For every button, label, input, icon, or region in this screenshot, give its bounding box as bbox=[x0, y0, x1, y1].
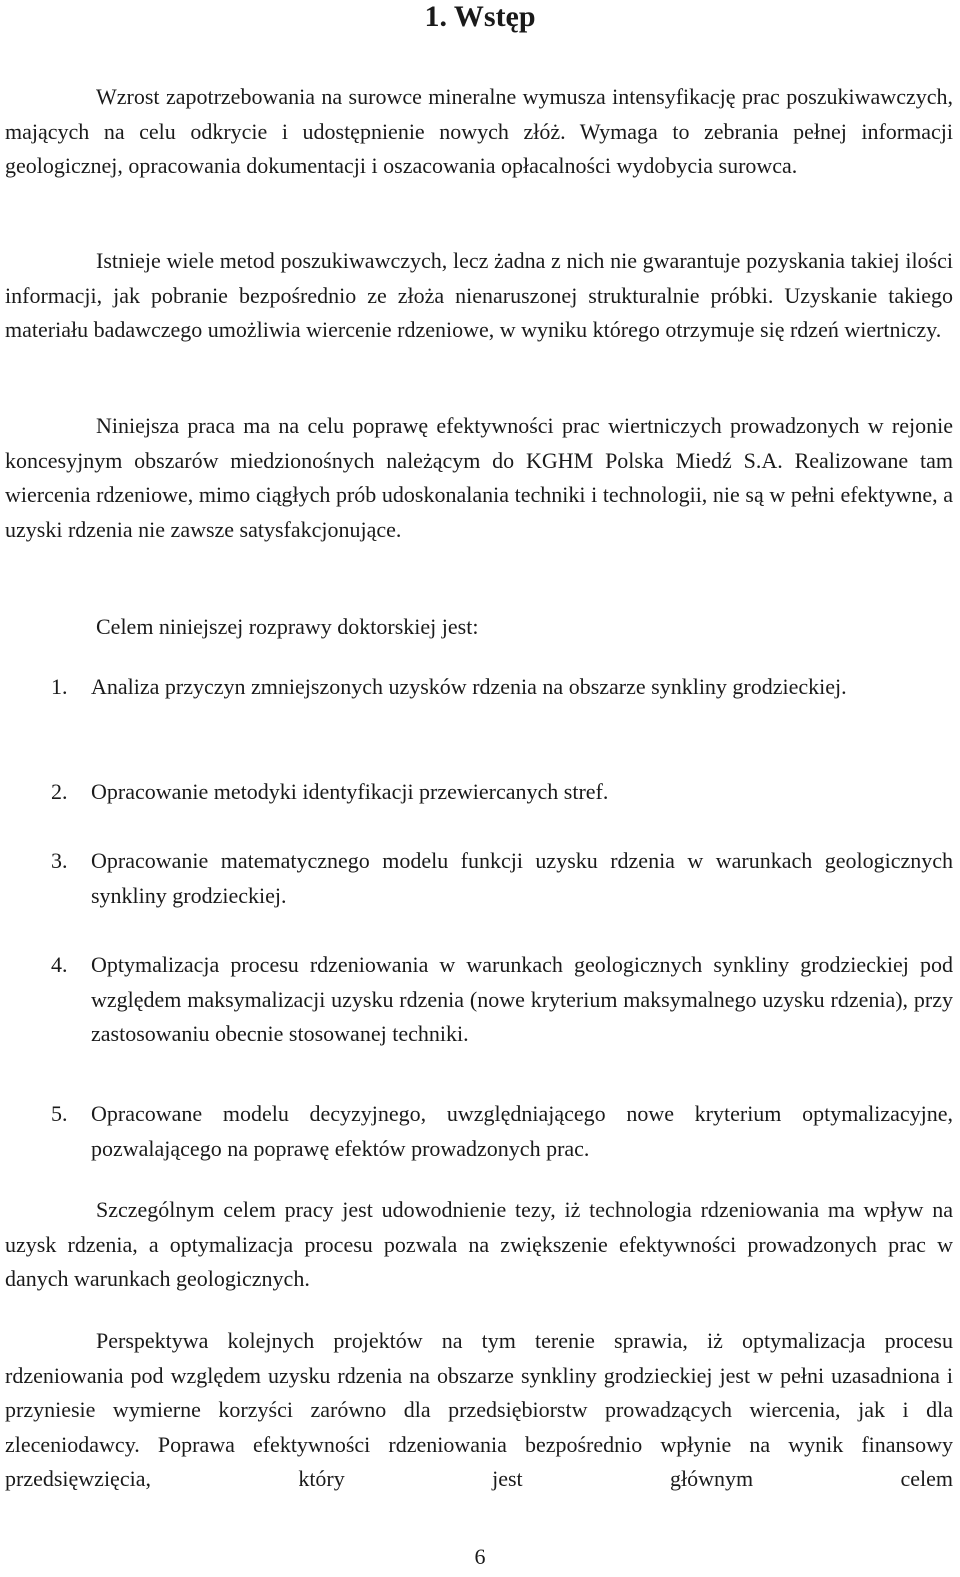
page-number: 6 bbox=[474, 1544, 486, 1569]
goal-text: Analiza przyczyn zmniejszonych uzysków rdzenia na obszarze synkliny grodzieckiej. bbox=[91, 674, 847, 699]
goal-text: Opracowanie matematycznego modelu funkcji uzysku rdzenia w warunkach geologicznych synkliny grodzieckiej. bbox=[91, 848, 953, 908]
goal-number: 1. bbox=[51, 674, 68, 699]
aim-paragraph: Niniejsza praca ma na celu poprawę efektywności prac wiertniczych prowadzonych w rejonie koncesyjnym obszarów miedzionośnych należącym do KGHM Polska Miedź S.A. Realizowane tam wiercenia rdzeniowe, mimo ciągłych prób udoskonalania techniki i technologii, nie są w pełni efektywne, a uzyski rdzenia nie zawsze satysfakcjonujące. bbox=[5, 413, 953, 542]
goal-text: Opracowanie metodyki identyfikacji przewiercanych stref. bbox=[91, 779, 609, 804]
perspective-paragraph: Perspektywa kolejnych projektów na tym terenie sprawia, iż optymalizacja procesu rdzeniowania pod względem uzysku rdzenia na obszarze synkliny grodzieckiej jest w pełni uzasadniona i przyniesie wymierne korzyści zarówno dla przedsiębiorstw prowadzących wiercenia, jak i dla zleceniodawcy. Poprawa efektywności rdzeniowania bezpośrednio wpłynie na wynik finansowy przedsięwzięcia, który jest głównym celem bbox=[5, 1328, 953, 1491]
section-heading: 1. Wstęp bbox=[424, 0, 536, 33]
methods-paragraph: Istnieje wiele metod poszukiwawczych, lecz żadna z nich nie gwarantuje pozyskania takiej ilości informacji, jak pobranie bezpośrednio ze złoża nienaruszonej strukturalnie próbki. Uzyskanie takiego materiału badawczego umożliwia wiercenie rdzeniowe, w wyniku którego otrzymuje się rdzeń wiertniczy. bbox=[5, 248, 953, 342]
goal-text: Opracowane modelu decyzyjnego, uwzględniającego nowe kryterium optymalizacyjne, pozwalającego na poprawę efektów prowadzonych prac. bbox=[91, 1101, 953, 1161]
goal-number: 3. bbox=[51, 848, 68, 873]
goal-text: Optymalizacja procesu rdzeniowania w warunkach geologicznych synkliny grodzieckiej pod względem maksymalizacji uzysku rdzenia (nowe kryterium maksymalnego uzysku rdzenia), przy zastosowaniu obecnie stosowanej techniki. bbox=[91, 952, 953, 1046]
intro-paragraph: Wzrost zapotrzebowania na surowce mineralne wymusza intensyfikację prac poszukiwawczych, mających na celu odkrycie i udostępnienie nowych złóż. Wymaga to zebrania pełnej informacji geologicznej, opracowania dokumentacji i oszacowania opłacalności wydobycia surowca. bbox=[5, 84, 953, 178]
thesis-paragraph: Szczególnym celem pracy jest udowodnienie tezy, iż technologia rdzeniowania ma wpływ na uzysk rdzenia, a optymalizacja procesu pozwala na zwiększenie efektywności prowadzonych prac w danych warunkach geologicznych. bbox=[5, 1197, 953, 1291]
goals-intro: Celem niniejszej rozprawy doktorskiej jest: bbox=[96, 614, 479, 639]
goal-number: 5. bbox=[51, 1101, 68, 1126]
goal-number: 4. bbox=[51, 952, 68, 977]
goal-number: 2. bbox=[51, 779, 68, 804]
